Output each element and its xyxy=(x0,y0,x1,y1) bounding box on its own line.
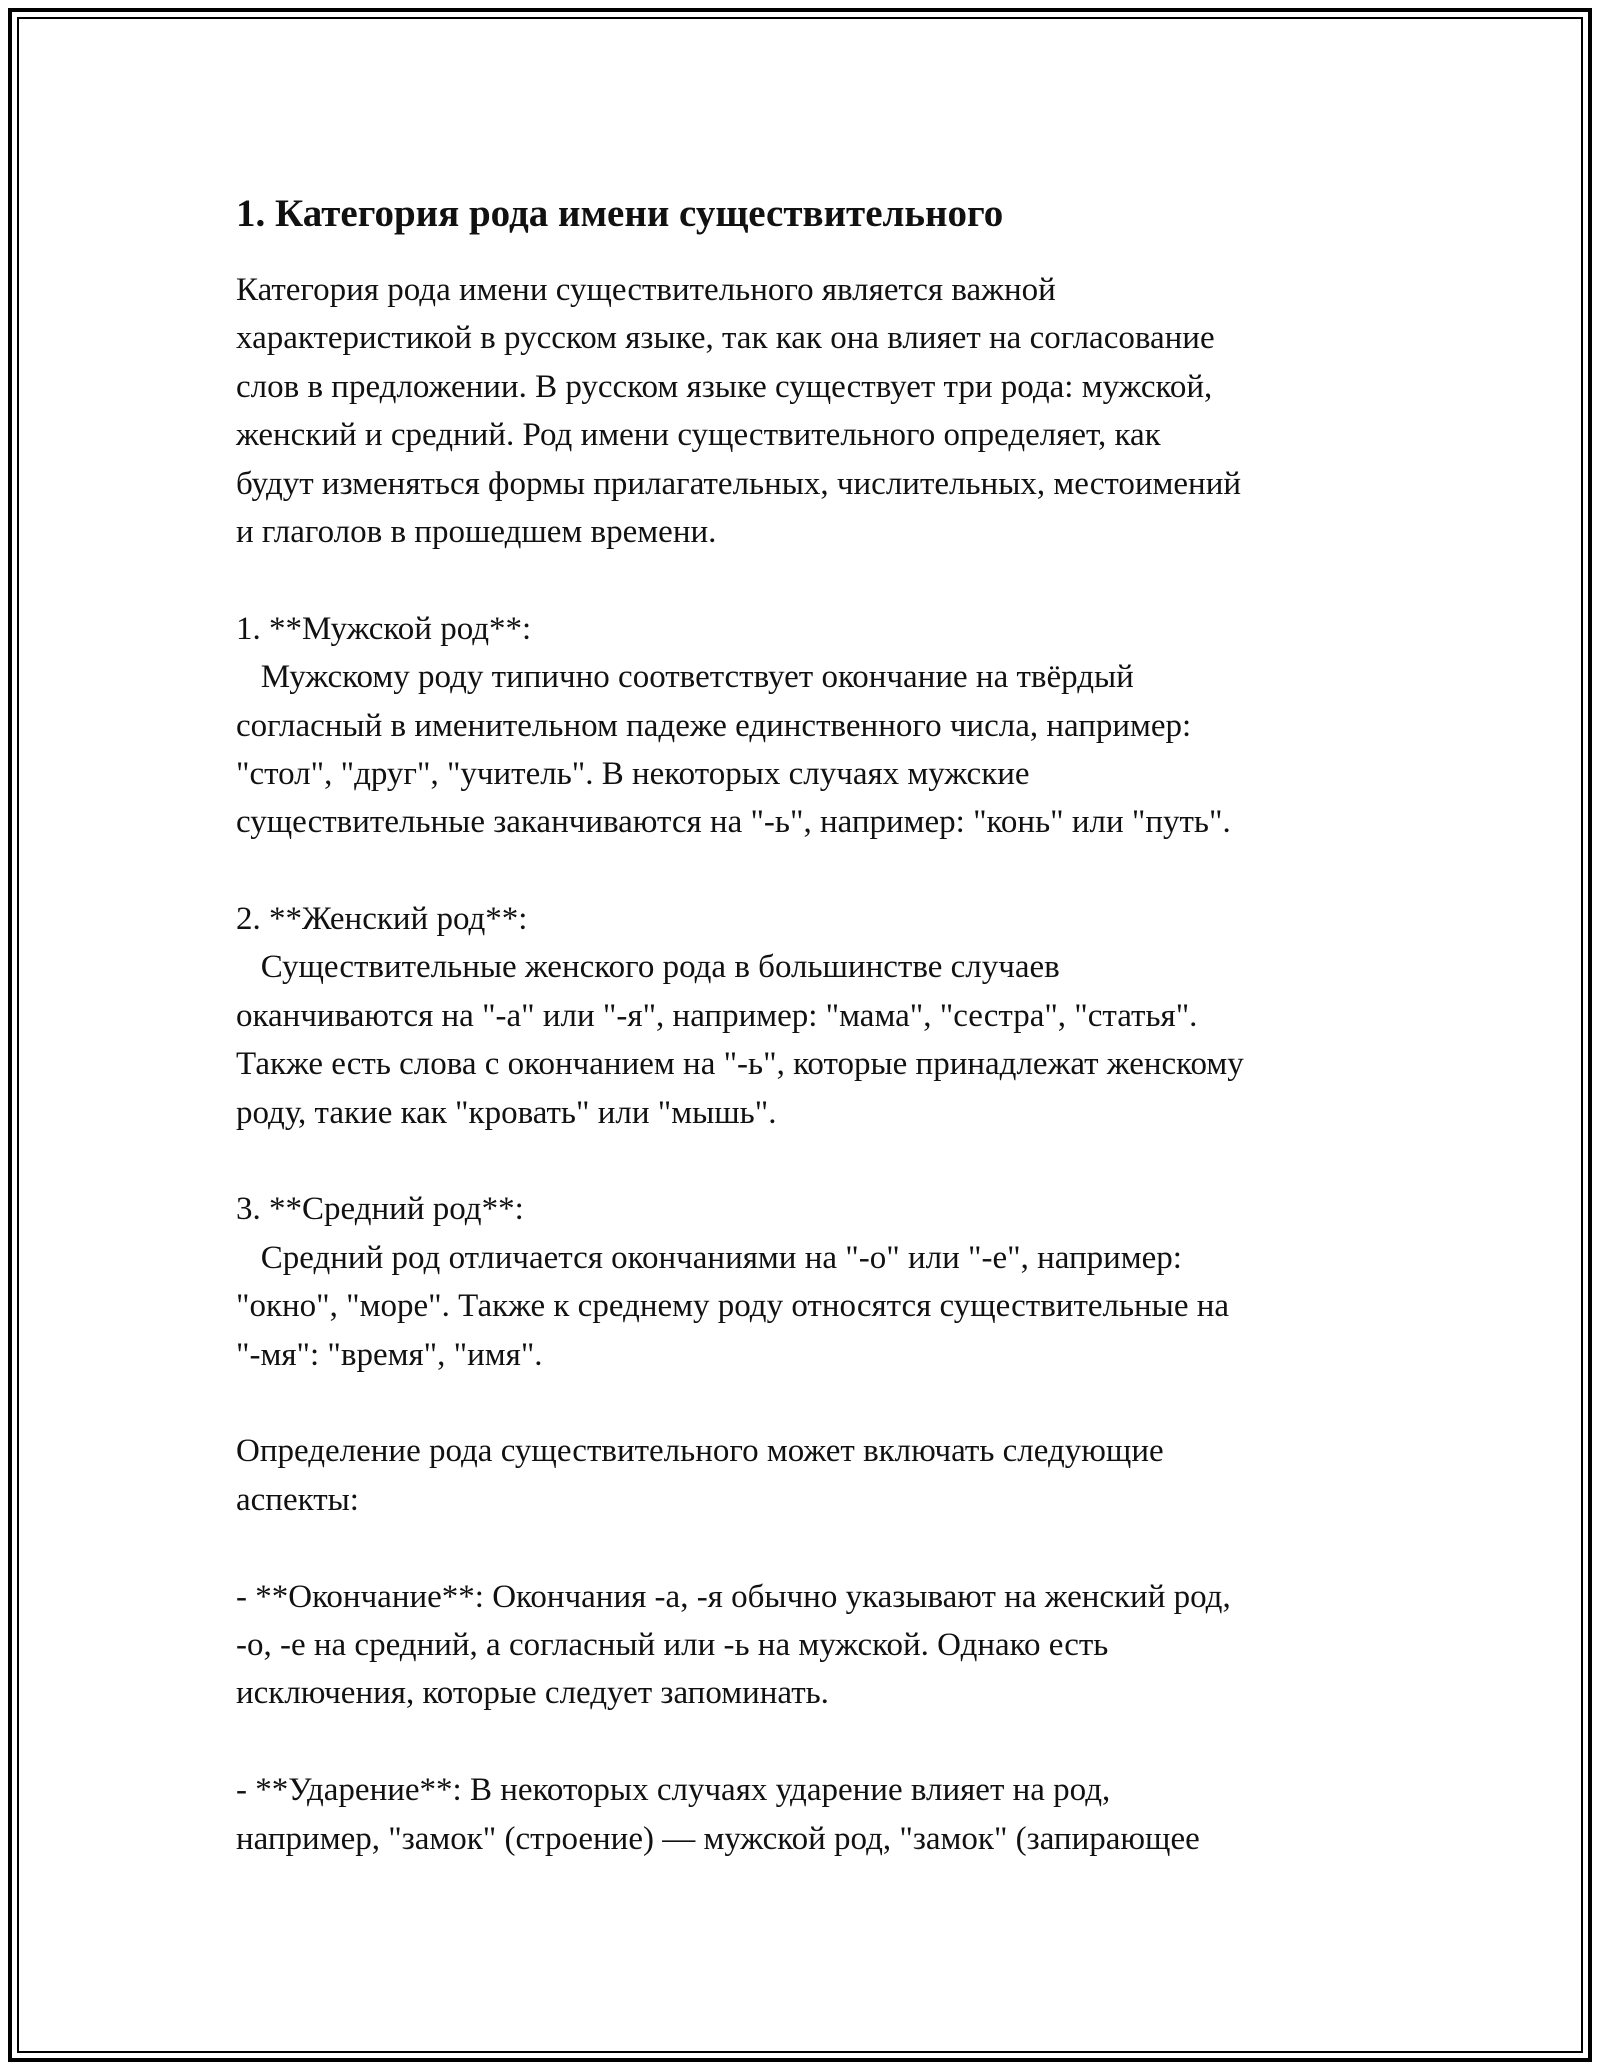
text-line: Определение рода существительного может включать следующие xyxy=(236,1433,1164,1470)
document-text xyxy=(236,266,1386,1863)
text-line xyxy=(236,1379,1386,1427)
text-line: Категория рода имени существительного является важной xyxy=(236,272,1056,308)
text-line: 3. **Средний род**: xyxy=(236,1191,524,1228)
text-line: существительные заканчиваются на "-ь", например: "конь" или "путь". xyxy=(236,804,1231,841)
text-line: 2. **Женский род**: xyxy=(236,901,528,938)
document-title: 1. Категория рода имени существительного xyxy=(236,192,1004,235)
text-line: Мужскому роду типично соответствует окончание на твёрдый xyxy=(236,659,1134,696)
text-line: аспекты: xyxy=(236,1481,359,1518)
text-line xyxy=(236,1718,1386,1766)
text-line: характеристикой в русском языке, так как она влияет на согласование xyxy=(236,320,1215,357)
text-line: Также есть слова с окончанием на "-ь", которые принадлежат женскому xyxy=(236,1046,1244,1083)
text-line xyxy=(236,556,1386,604)
text-line: слов в предложении. В русском языке существует три рода: мужской, xyxy=(236,368,1213,405)
text-line: согласный в именительном падеже единственного числа, например: xyxy=(236,707,1192,744)
text-line: "окно", "море". Также к среднему роду относятся существительные на xyxy=(236,1288,1230,1325)
text-line: - **Ударение**: В некоторых случаях ударение влияет на род, xyxy=(236,1772,1111,1809)
text-line: "-мя": "время", "имя". xyxy=(236,1336,543,1373)
text-line: -о, -е на средний, а согласный или -ь на мужской. Однако есть xyxy=(236,1626,1109,1663)
text-line: роду, такие как "кровать" или "мышь". xyxy=(236,1094,777,1131)
text-line: и глаголов в прошедшем времени. xyxy=(236,513,717,550)
text-line: исключения, которые следует запоминать. xyxy=(236,1675,829,1712)
text-line: "стол", "друг", "учитель". В некоторых случаях мужские xyxy=(236,755,1030,792)
text-line: 1. **Мужской род**: xyxy=(236,610,532,647)
text-line: например, "замок" (строение) — мужской род, "замок" (запирающее xyxy=(236,1820,1200,1857)
text-line: Существительные женского рода в большинстве случаев xyxy=(236,949,1060,986)
text-line: Средний род отличается окончаниями на "-о" или "-е", например: xyxy=(236,1239,1182,1276)
text-line: женский и средний. Род имени существительного определяет, как xyxy=(236,417,1161,454)
text-line: будут изменяться формы прилагательных, числительных, местоимений xyxy=(236,465,1242,502)
text-line xyxy=(236,1524,1386,1572)
document-body xyxy=(236,188,1386,1863)
text-line xyxy=(236,847,1386,895)
text-line: - **Окончание**: Окончания -а, -я обычно указывают на женский род, xyxy=(236,1578,1231,1615)
text-line: оканчиваются на "-а" или "-я", например: "мама", "сестра", "статья". xyxy=(236,997,1198,1034)
text-line xyxy=(236,1137,1386,1185)
